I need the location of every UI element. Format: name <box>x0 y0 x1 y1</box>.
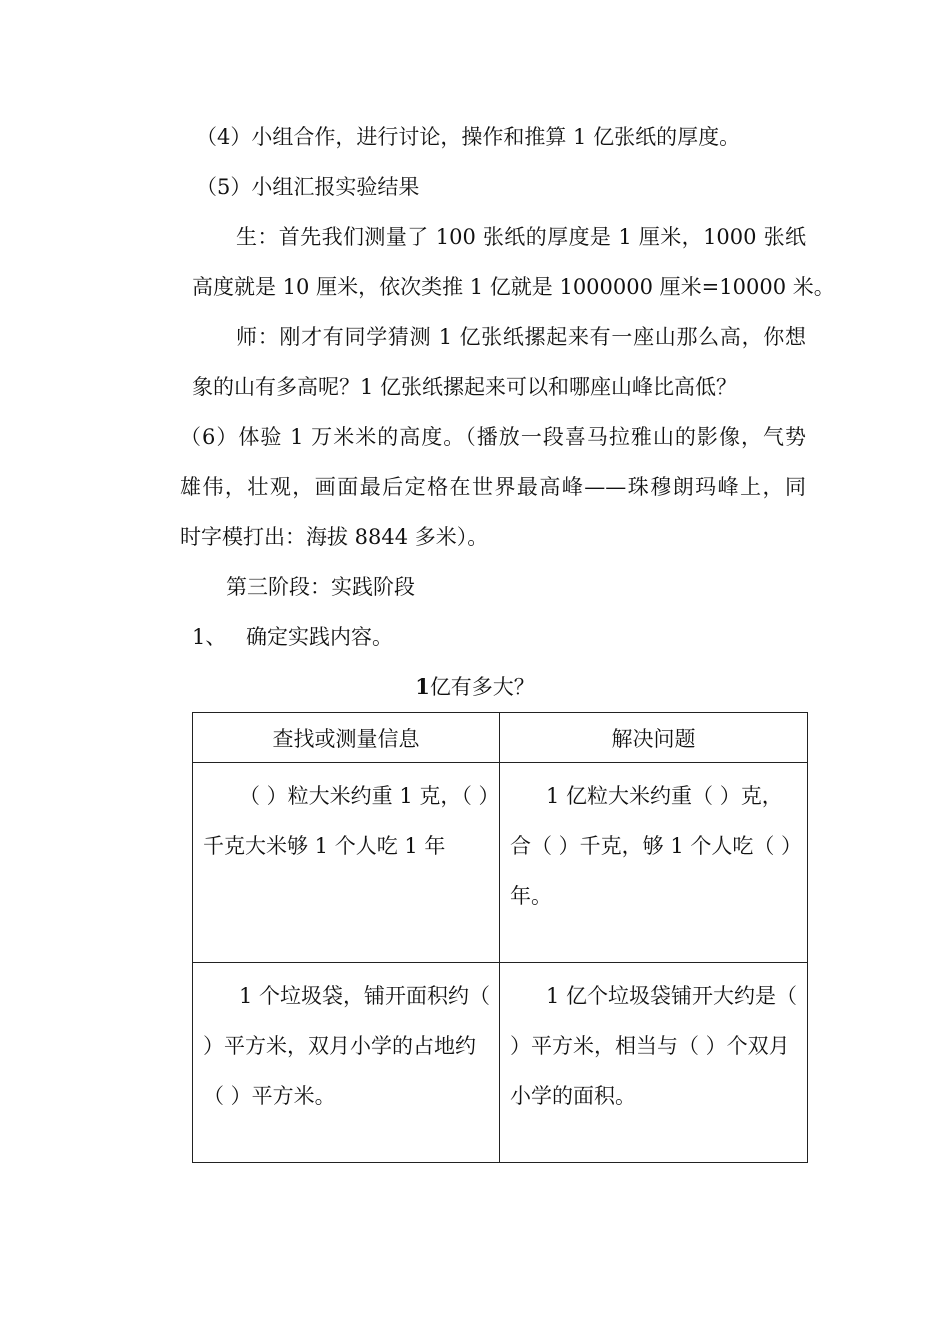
step-6-line-3: 时字模打出：海拔 8844 多米）。 <box>180 525 489 549</box>
list-item-number: 1、 <box>192 625 227 649</box>
list-item-text: 确定实践内容。 <box>246 625 393 649</box>
teacher-question-line-1: 师：刚才有同学猜测 1 亿张纸摞起来有一座山那么高，你想 <box>236 325 806 349</box>
table-row <box>193 963 808 1163</box>
table-title-text: 亿有多大？ <box>429 675 535 699</box>
student-answer-line-2: 高度就是 10 厘米，依次类推 1 亿就是 1000000 厘米=10000 米。 <box>192 275 835 299</box>
header-solve-problem: 解决问题 <box>500 713 808 763</box>
table-cell-bag-info <box>193 963 500 1163</box>
step-6-line-2: 雄伟，壮观，画面最后定格在世界最高峰——珠穆朗玛峰上，同 <box>180 475 806 499</box>
step-4-text: （4）小组合作，进行讨论，操作和推算 1 亿张纸的厚度。 <box>196 125 741 149</box>
step-5-text: （5）小组汇报实验结果 <box>196 175 420 199</box>
info-table <box>192 712 808 1163</box>
table-header-row <box>193 713 808 763</box>
table-cell-bag-problem <box>500 963 808 1163</box>
bag-problem-text: 1 亿个垃圾袋铺开大约是（ ）平方米，相当与（ ）个双月小学的面积。 <box>510 984 798 1108</box>
table-cell-rice-problem <box>500 763 808 963</box>
table-title <box>0 672 950 702</box>
stage-3-heading: 第三阶段：实践阶段 <box>226 575 415 599</box>
rice-problem-text: 1 亿粒大米约重（ ）克，合（ ）千克，够 1 个人吃（ ）年。 <box>510 784 792 908</box>
rice-info-text: （ ）粒大米约重 1 克，（ ）千克大米够 1 个人吃 1 年 <box>203 784 490 858</box>
step-6-line-1: （6）体验 1 万米米的高度。（播放一段喜马拉雅山的影像，气势 <box>180 425 806 449</box>
student-answer-line-1: 生：首先我们测量了 100 张纸的厚度是 1 厘米，1000 张纸 <box>236 225 806 249</box>
bag-info-text: 1 个垃圾袋，铺开面积约（ ）平方米，双月小学的占地约（ ）平方米。 <box>203 984 491 1108</box>
table-title-number: 1 <box>415 674 430 699</box>
teacher-question-line-2: 象的山有多高呢？1 亿张纸摞起来可以和哪座山峰比高低？ <box>192 375 738 399</box>
table-row <box>193 763 808 963</box>
table-cell-rice-info <box>193 763 500 963</box>
header-find-measure-info: 查找或测量信息 <box>193 713 500 763</box>
